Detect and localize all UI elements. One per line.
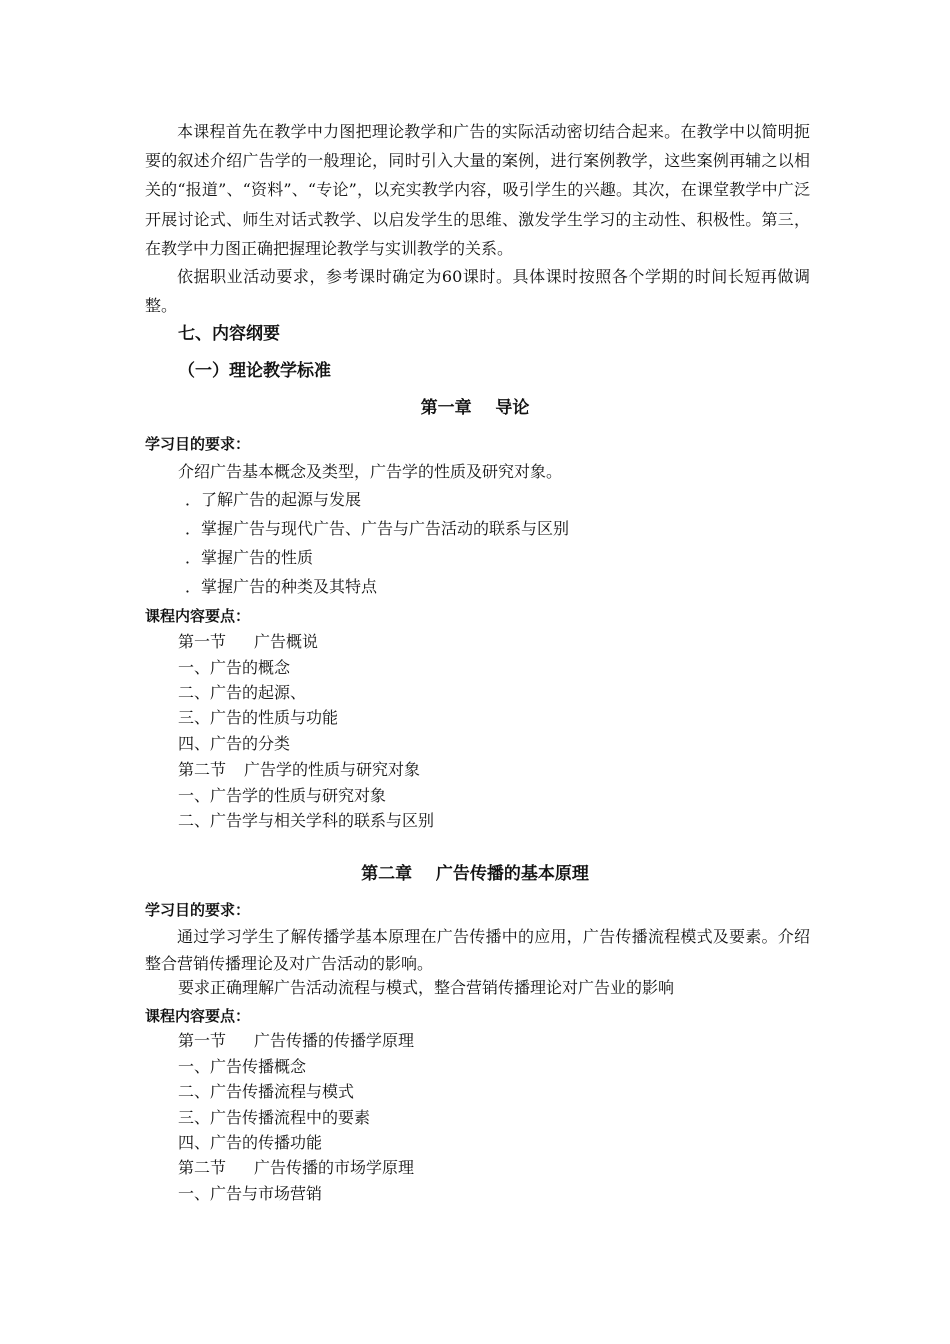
chapter-2-section-1-heading: [178, 1031, 414, 1051]
chapter-1-bullet: ．掌握广告的性质: [185, 548, 314, 567]
section-title: 广告传播的市场学原理: [254, 1158, 415, 1177]
section-number: 第一节: [178, 632, 227, 651]
list-item: 一、广告传播概念: [178, 1057, 307, 1076]
intro-paragraph-2: 依据职业活动要求，参考课时确定为60课时。具体课时按照各个学期的时间长短再做调整。: [145, 267, 810, 316]
list-item: 三、广告的性质与功能: [178, 708, 339, 727]
chapter-1-bullet: ．掌握广告的种类及其特点: [185, 577, 378, 596]
chapter-2-goal-text: 通过学习学生了解传播学基本原理在广告传播中的应用，广告传播流程模式及要素。介绍整合营销传播理论及对广告活动的影响。: [145, 927, 810, 973]
section-title: 广告学的性质与研究对象: [244, 760, 421, 779]
list-item: 一、广告的概念: [178, 658, 291, 677]
chapter-1-goal-text: 介绍广告基本概念及类型，广告学的性质及研究对象。: [178, 462, 563, 481]
intro-paragraph-1: 本课程首先在教学中力图把理论教学和广告的实际活动密切结合起来。在教学中以简明扼要的叙述介绍广告学的一般理论，同时引入大量的案例，进行案例教学，这些案例再辅之以相关的“报道”、“资料”、“专论”，以充实教学内容，吸引学生的兴趣。其次，在课堂教学中广泛开展讨论式、师生对话式教学、以启发学生的思维、激发学生学习的主动性、积极性。第三，在教学中力图正确把握理论教学与实训教学的关系。: [145, 122, 810, 258]
section-title: 广告概说: [254, 632, 319, 651]
list-item: 二、广告学与相关学科的联系与区别: [178, 811, 435, 830]
chapter-2-content-label: 课程内容要点：: [145, 1007, 251, 1025]
chapter-1-content-label: 课程内容要点：: [145, 607, 251, 625]
section-title: 广告传播的传播学原理: [254, 1031, 415, 1050]
chapter-1-bullet: ．了解广告的起源与发展: [185, 490, 362, 509]
section-number: 第一节: [178, 1031, 227, 1050]
chapter-2-section-2-heading: [178, 1158, 414, 1178]
list-item: 四、广告的传播功能: [178, 1133, 323, 1152]
chapter-1-title: 第一章 导论: [420, 398, 530, 418]
list-item: 一、广告学的性质与研究对象: [178, 786, 387, 805]
list-item: 一、广告与市场营销: [178, 1184, 323, 1203]
section-heading: 七、内容纲要: [178, 324, 280, 344]
list-item: 四、广告的分类: [178, 734, 291, 753]
chapter-1-section-1-heading: [178, 632, 318, 652]
chapter-2-goal-text-2: 要求正确理解广告活动流程与模式，整合营销传播理论对广告业的影响: [178, 978, 675, 997]
list-item: 二、广告传播流程与模式: [178, 1082, 355, 1101]
chapter-1-bullet: ．掌握广告与现代广告、广告与广告活动的联系与区别: [185, 519, 570, 538]
chapter-1-goal-label: 学习目的要求：: [145, 435, 251, 453]
list-item: 二、广告的起源、: [178, 683, 307, 702]
chapter-2-title: 第二章 广告传播的基本原理: [361, 864, 589, 884]
chapter-2-goal-label: 学习目的要求：: [145, 901, 251, 919]
section-number: 第二节: [178, 760, 227, 779]
section-number: 第二节: [178, 1158, 227, 1177]
sub-heading: （一）理论教学标准: [178, 361, 331, 381]
chapter-1-section-2-heading: [178, 760, 420, 780]
list-item: 三、广告传播流程中的要素: [178, 1108, 371, 1127]
